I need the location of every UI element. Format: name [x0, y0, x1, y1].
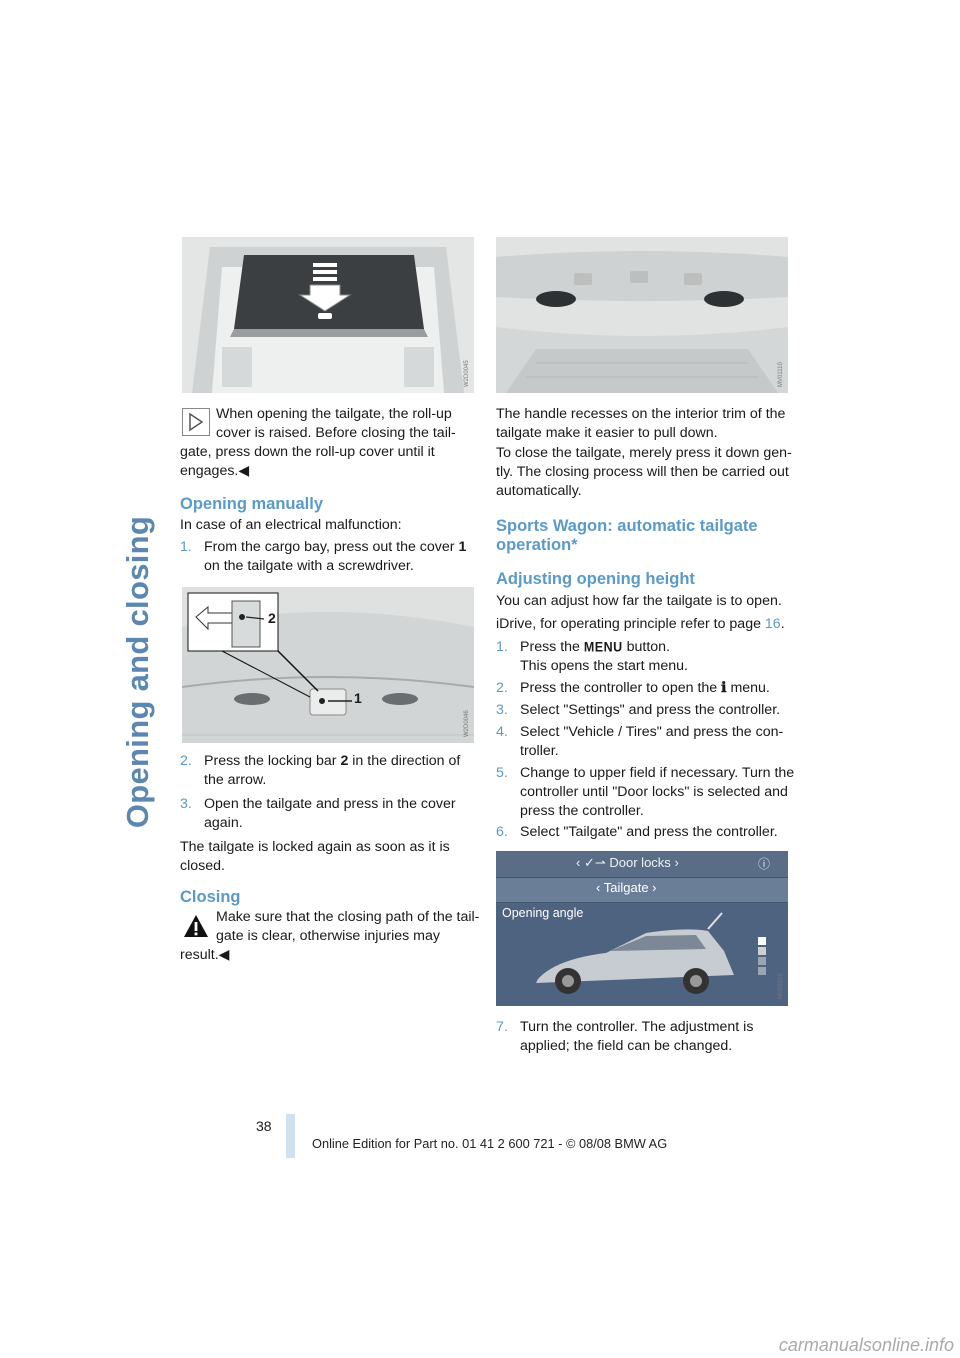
step-number: 7. — [496, 1019, 508, 1035]
step-number: 3. — [180, 796, 192, 812]
rollup-cover-illustration — [182, 237, 474, 393]
heading-sports-wagon: Sports Wagon: automatic tailgate — [496, 517, 758, 535]
info-icon[interactable]: ⓘ — [758, 857, 771, 871]
step-text: Select "Tailgate" and press the controller. — [520, 824, 778, 840]
step-text: Select "Settings" and press the controller. — [520, 702, 781, 718]
figure-tailgate-cover — [182, 587, 474, 743]
callout-ref: 1 — [458, 539, 467, 555]
warning-line: Make sure that the closing path of the tail- — [216, 909, 480, 925]
step-text: From the cargo bay, press out the cover — [204, 539, 459, 555]
step-text-a: Press the — [520, 639, 584, 655]
step-text-b: menu. — [726, 680, 770, 696]
handle-text: tailgate make it easier to pull down. — [496, 425, 718, 441]
heading-adjusting-height: Adjusting opening height — [496, 570, 695, 588]
heading-closing: Closing — [180, 888, 241, 906]
locked-text: closed. — [180, 858, 225, 874]
heading-opening-manually: Opening manually — [180, 495, 324, 513]
chapter-title-text: Opening and closing — [120, 515, 155, 829]
warning-line: result.◀ — [180, 947, 230, 963]
close-text: tly. The closing process will then be carried out — [496, 464, 789, 480]
callout-1: 1 — [354, 690, 362, 706]
step-2-text — [204, 752, 460, 772]
info-icon: ℹ — [721, 680, 727, 696]
step-number: 1. — [496, 639, 508, 655]
chevron-left-icon: ‹ — [596, 880, 601, 895]
door-locks-label: Door locks — [609, 855, 671, 870]
menu-button-icon: MENU — [583, 639, 623, 655]
step-text: Turn the controller. The adjustment is — [520, 1019, 754, 1035]
close-text: automatically. — [496, 483, 582, 499]
handle-recesses-illustration — [496, 237, 788, 393]
step-text-a: Press the controller to open the — [520, 680, 722, 696]
note-line: gate, press down the roll-up cover until it — [180, 444, 435, 460]
figure-rollup-cover — [182, 237, 474, 393]
idrive-screen-background — [496, 851, 788, 1006]
step-text: in the direction of — [348, 753, 461, 769]
footer-text: Online Edition for Part no. 01 41 2 600 721 - © 08/08 BMW AG — [312, 1136, 668, 1151]
idrive-reference — [496, 615, 785, 635]
step-number: 6. — [496, 824, 508, 840]
handle-text: The handle recesses on the interior trim of the — [496, 406, 786, 422]
watermark: carmanualsonline.info — [778, 1335, 954, 1355]
note-line: engages.◀ — [180, 463, 250, 479]
note-icon — [182, 408, 210, 436]
heading-sports-wagon-2: operation* — [496, 536, 578, 554]
callout-ref: 2 — [340, 753, 349, 769]
step-2 — [180, 752, 192, 772]
step-text: This opens the start menu. — [520, 658, 688, 674]
page-number: 38 — [256, 1118, 272, 1134]
step-number: 3. — [496, 702, 508, 718]
step-number: 2. — [180, 753, 192, 769]
figure-code: W2D0046 — [464, 710, 470, 737]
note-line: cover is raised. Before closing the tail- — [216, 425, 456, 441]
step-text: on the tailgate with a screwdriver. — [204, 558, 414, 574]
adjust-text: You can adjust how far the tailgate is to open. — [496, 593, 782, 609]
warning-line: gate is clear, otherwise injuries may — [216, 928, 440, 944]
page-link[interactable]: 16 — [764, 616, 781, 632]
chapter-side-title — [118, 232, 158, 1112]
idrive-text: iDrive, for operating principle refer to page — [496, 616, 765, 632]
step-1-text — [204, 538, 466, 558]
idrive-text-end: . — [780, 616, 785, 632]
figure-code: W2D0045 — [464, 360, 470, 387]
figure-code: MV09216 — [778, 973, 784, 999]
warning-icon — [182, 912, 210, 940]
figure-code: MV01110 — [778, 362, 784, 387]
step-number: 4. — [496, 724, 508, 740]
step-text: the arrow. — [204, 772, 267, 788]
chevron-left-icon: ‹ — [576, 855, 581, 870]
step-text: applied; the field can be changed. — [520, 1038, 733, 1054]
step-text: Open the tailgate and press in the cover — [204, 796, 456, 812]
step-3 — [180, 795, 192, 815]
opening-angle-label: Opening angle — [502, 906, 584, 920]
tailgate-field[interactable] — [596, 880, 657, 895]
close-text: To close the tailgate, merely press it down gen- — [496, 445, 792, 461]
callout-2: 2 — [268, 610, 276, 626]
step-1 — [180, 538, 192, 558]
tailgate-label: Tailgate — [603, 880, 649, 895]
figure-handle-recesses — [496, 237, 788, 393]
step-text: press the controller. — [520, 803, 644, 819]
malfunction-text: In case of an electrical malfunction: — [180, 517, 402, 533]
locked-text: The tailgate is locked again as soon as it is — [180, 839, 450, 855]
step-text-b: button. — [622, 639, 671, 655]
chevron-right-icon: › — [674, 855, 679, 870]
footer-bar — [286, 1114, 295, 1158]
chevron-right-icon: › — [652, 880, 657, 895]
step-text: Change to upper field if necessary. Turn the — [520, 765, 795, 781]
step-text: troller. — [520, 743, 559, 759]
step-text: again. — [204, 815, 243, 831]
note-line: When opening the tailgate, the roll-up — [216, 406, 452, 422]
step-text: controller until "Door locks" is selected and — [520, 784, 788, 800]
step-number: 2. — [496, 680, 508, 696]
lock-icon: ✓⇀ — [583, 855, 606, 870]
step-text: Press the locking bar — [204, 753, 341, 769]
step-text: Select "Vehicle / Tires" and press the con- — [520, 724, 784, 740]
step-text — [520, 679, 770, 699]
door-locks-field[interactable] — [576, 855, 679, 871]
figure-idrive-screen — [496, 851, 788, 1006]
tailgate-cover-illustration — [182, 587, 474, 743]
step-number: 1. — [180, 539, 192, 555]
step-number: 5. — [496, 765, 508, 781]
step-text — [520, 638, 670, 658]
